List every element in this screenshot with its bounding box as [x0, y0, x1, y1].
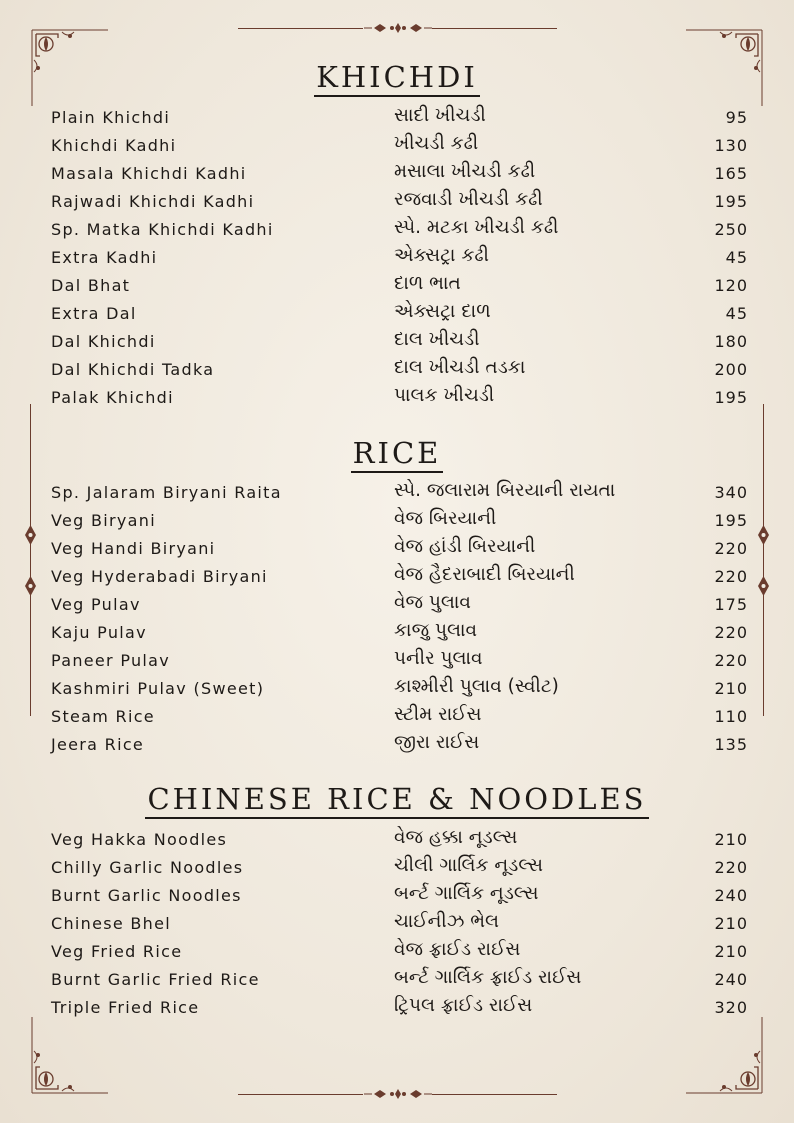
item-price: 95	[725, 108, 748, 127]
item-name-english: Extra Kadhi	[51, 248, 158, 267]
item-name-gujarati: મસાલા ખીચડી કઢી	[394, 161, 536, 182]
menu-item	[51, 161, 748, 192]
menu-item	[51, 385, 748, 416]
item-name-english: Veg Hakka Noodles	[51, 830, 228, 849]
menu-item	[51, 536, 748, 567]
item-name-gujarati: કાશ્મીરી પુલાવ (સ્વીટ)	[394, 676, 559, 697]
item-name-english: Chinese Bhel	[51, 914, 172, 933]
item-price: 135	[714, 735, 748, 754]
item-price: 240	[714, 970, 748, 989]
item-name-english: Plain Khichdi	[51, 108, 171, 127]
item-name-english: Veg Hyderabadi Biryani	[51, 567, 268, 586]
item-name-gujarati: વેજ પુલાવ	[394, 592, 471, 613]
item-name-english: Rajwadi Khichdi Kadhi	[51, 192, 255, 211]
item-price: 195	[714, 511, 748, 530]
item-name-english: Veg Pulav	[51, 595, 141, 614]
item-price: 220	[714, 858, 748, 877]
menu-item	[51, 217, 748, 248]
item-name-gujarati: સ્ટીમ રાઈસ	[394, 704, 482, 725]
item-name-english: Steam Rice	[51, 707, 155, 726]
section-title-khichdi: KHICHDI	[0, 60, 794, 94]
item-price: 45	[725, 248, 748, 267]
menu-item	[51, 911, 748, 942]
item-name-english: Sp. Matka Khichdi Kadhi	[51, 220, 274, 239]
menu-item	[51, 732, 748, 763]
item-name-gujarati: સાદી ખીચડી	[394, 105, 486, 126]
menu-item	[51, 329, 748, 360]
menu-item	[51, 273, 748, 304]
item-price: 195	[714, 388, 748, 407]
item-name-gujarati: જીરા રાઈસ	[394, 732, 480, 753]
item-name-gujarati: ખીચડી કઢી	[394, 133, 479, 154]
item-price: 220	[714, 539, 748, 558]
menu-item	[51, 939, 748, 970]
item-price: 210	[714, 679, 748, 698]
item-price: 180	[714, 332, 748, 351]
item-name-gujarati: દાલ ખીચડી	[394, 329, 480, 350]
menu-item	[51, 133, 748, 164]
item-price: 210	[714, 942, 748, 961]
item-name-english: Burnt Garlic Fried Rice	[51, 970, 260, 989]
item-name-gujarati: ચીલી ગાર્લિક નૂડલ્સ	[394, 855, 543, 876]
item-name-english: Triple Fried Rice	[51, 998, 200, 1017]
item-name-gujarati: રજવાડી ખીચડી કઢી	[394, 189, 543, 210]
menu-item	[51, 967, 748, 998]
item-name-gujarati: વેજ ફ્રાઈડ રાઈસ	[394, 939, 521, 960]
item-name-gujarati: કાજુ પુલાવ	[394, 620, 478, 641]
menu-item	[51, 564, 748, 595]
menu-item	[51, 620, 748, 651]
menu-item	[51, 245, 748, 276]
item-price: 175	[714, 595, 748, 614]
item-name-english: Burnt Garlic Noodles	[51, 886, 242, 905]
item-price: 320	[714, 998, 748, 1017]
item-name-gujarati: પાલક ખીચડી	[394, 385, 495, 406]
item-price: 130	[714, 136, 748, 155]
menu-item	[51, 648, 748, 679]
item-name-gujarati: એક્સટ્રા દાળ	[394, 301, 491, 322]
section-title-chinese-rice-noodles: CHINESE RICE & NOODLES	[0, 782, 794, 816]
menu-item	[51, 592, 748, 623]
item-price: 210	[714, 914, 748, 933]
item-price: 220	[714, 567, 748, 586]
section-title-rice: RICE	[0, 436, 794, 470]
item-name-gujarati: બર્ન્ટ ગાર્લિક ફ્રાઈડ રાઈસ	[394, 967, 582, 988]
item-name-english: Masala Khichdi Kadhi	[51, 164, 247, 183]
item-name-english: Khichdi Kadhi	[51, 136, 177, 155]
item-price: 220	[714, 623, 748, 642]
item-name-gujarati: સ્પે. જલારામ બિરયાની રાયતા	[394, 480, 616, 501]
item-name-gujarati: વેજ હાંડી બિરયાની	[394, 536, 536, 557]
item-price: 250	[714, 220, 748, 239]
item-price: 110	[714, 707, 748, 726]
item-name-english: Veg Biryani	[51, 511, 156, 530]
item-name-gujarati: ચાઈનીઝ ભેલ	[394, 911, 500, 932]
menu-item	[51, 508, 748, 539]
item-name-english: Kashmiri Pulav (Sweet)	[51, 679, 265, 698]
item-price: 45	[725, 304, 748, 323]
menu-item	[51, 480, 748, 511]
menu-item	[51, 189, 748, 220]
item-name-english: Extra Dal	[51, 304, 137, 323]
item-name-gujarati: વેજ હૈદરાબાદી બિરયાની	[394, 564, 575, 585]
item-price: 220	[714, 651, 748, 670]
item-name-english: Dal Khichdi	[51, 332, 156, 351]
menu-item	[51, 676, 748, 707]
item-price: 340	[714, 483, 748, 502]
item-price: 240	[714, 886, 748, 905]
item-name-english: Chilly Garlic Noodles	[51, 858, 244, 877]
item-name-english: Kaju Pulav	[51, 623, 147, 642]
item-price: 210	[714, 830, 748, 849]
item-name-gujarati: બર્ન્ટ ગાર્લિક નૂડલ્સ	[394, 883, 539, 904]
item-name-english: Veg Fried Rice	[51, 942, 183, 961]
item-name-english: Veg Handi Biryani	[51, 539, 216, 558]
menu-item	[51, 357, 748, 388]
item-name-gujarati: વેજ હક્કા નૂડલ્સ	[394, 827, 518, 848]
menu-item	[51, 704, 748, 735]
menu-item	[51, 883, 748, 914]
item-name-english: Jeera Rice	[51, 735, 145, 754]
item-price: 120	[714, 276, 748, 295]
item-name-english: Palak Khichdi	[51, 388, 174, 407]
item-name-english: Sp. Jalaram Biryani Raita	[51, 483, 282, 502]
menu-item	[51, 827, 748, 858]
item-name-gujarati: સ્પે. મટકા ખીચડી કઢી	[394, 217, 559, 238]
menu-item	[51, 105, 748, 136]
item-name-english: Paneer Pulav	[51, 651, 171, 670]
item-name-gujarati: પનીર પુલાવ	[394, 648, 483, 669]
menu-item	[51, 995, 748, 1026]
item-price: 200	[714, 360, 748, 379]
item-name-gujarati: એક્સટ્રા કઢી	[394, 245, 489, 266]
item-name-gujarati: ટ્રિપલ ફ્રાઈડ રાઈસ	[394, 995, 533, 1016]
item-name-english: Dal Bhat	[51, 276, 131, 295]
item-name-english: Dal Khichdi Tadka	[51, 360, 215, 379]
item-price: 165	[714, 164, 748, 183]
item-price: 195	[714, 192, 748, 211]
menu-item	[51, 855, 748, 886]
item-name-gujarati: દાળ ભાત	[394, 273, 461, 294]
item-name-gujarati: દાલ ખીચડી તડકા	[394, 357, 526, 378]
item-name-gujarati: વેજ બિરયાની	[394, 508, 497, 529]
menu-item	[51, 301, 748, 332]
